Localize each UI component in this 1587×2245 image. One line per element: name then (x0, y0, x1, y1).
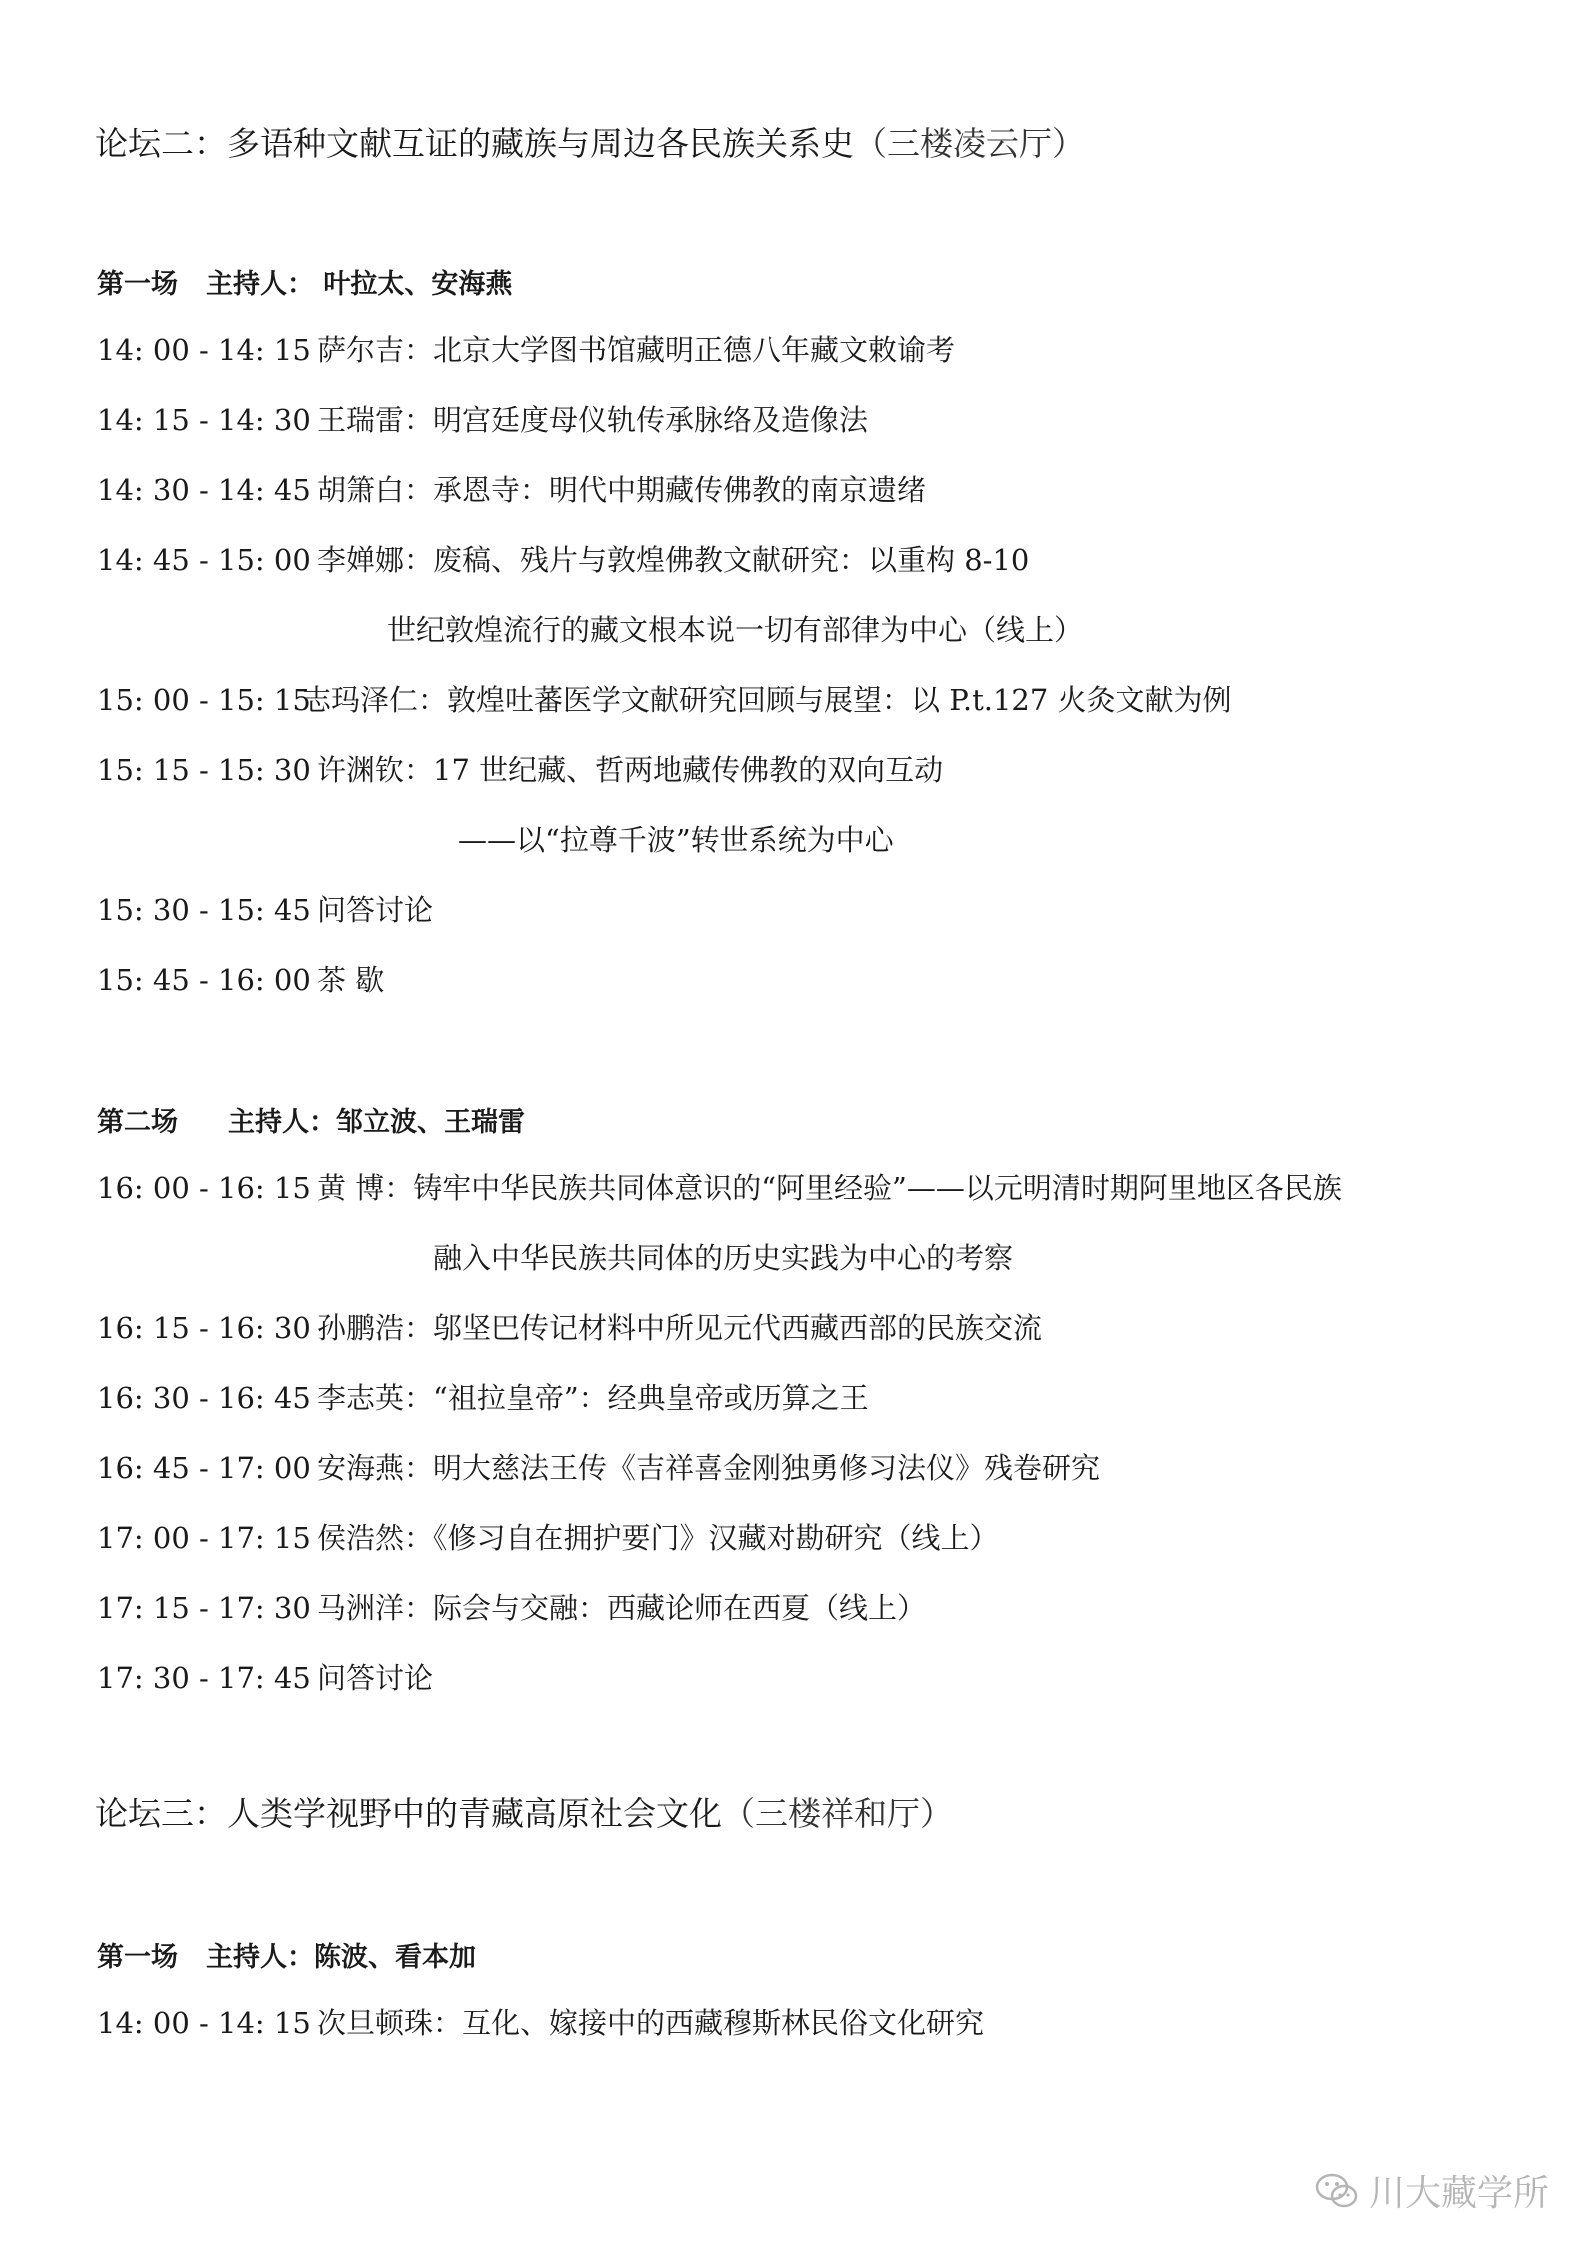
talk-text: 马洲洋：际会与交融：西藏论师在西夏（线上） (317, 1591, 927, 1625)
schedule-row (97, 400, 868, 440)
watermark-text: 川大藏学所 (1368, 2173, 1549, 2214)
session-label: 第一场 (97, 269, 178, 300)
schedule-row (97, 680, 1232, 720)
forum3-heading (95, 1788, 953, 1835)
forum2-title: 论坛二：多语种文献互证的藏族与周边各民族关系史 (95, 124, 854, 163)
time-slot: 15: 30 - 15: 45 (97, 893, 311, 927)
talk-text-continuation: 世纪敦煌流行的藏文根本说一切有部律为中心（线上） (387, 613, 1084, 647)
schedule-row (97, 1168, 1342, 1208)
time-slot: 17: 00 - 17: 15 (97, 1521, 311, 1555)
wechat-icon (1315, 2172, 1359, 2210)
time-slot: 14: 15 - 14: 30 (97, 403, 311, 437)
talk-text: 次旦顿珠：互化、嫁接中的西藏穆斯林民俗文化研究 (317, 2006, 985, 2040)
time-slot: 15: 45 - 16: 00 (97, 963, 311, 997)
forum2-session2-header (97, 1100, 525, 1139)
talk-text: 志玛泽仁：敦煌吐蕃医学文献研究回顾与展望：以 P.t.127 火灸文献为例 (302, 683, 1232, 717)
time-slot: 17: 15 - 17: 30 (97, 1591, 311, 1625)
talk-text: 李婵娜：废稿、残片与敦煌佛教文献研究：以重构 8-10 (317, 543, 1030, 577)
schedule-row (97, 750, 943, 790)
time-slot: 16: 15 - 16: 30 (97, 1311, 311, 1345)
time-slot: 16: 30 - 16: 45 (97, 1381, 311, 1415)
forum3-title: 论坛三：人类学视野中的青藏高原社会文化 (95, 1794, 722, 1833)
talk-text: 黄 博：铸牢中华民族共同体意识的“阿里经验”——以元明清时期阿里地区各民族 (317, 1171, 1342, 1205)
schedule-row (97, 960, 384, 1000)
talk-text: 李志英：“祖拉皇帝”：经典皇帝或历算之王 (317, 1381, 869, 1415)
time-slot: 14: 45 - 15: 00 (97, 543, 311, 577)
time-slot: 16: 00 - 16: 15 (97, 1171, 311, 1205)
time-slot: 14: 00 - 14: 15 (97, 2006, 311, 2040)
forum3-session1-header (97, 1935, 476, 1974)
watermark (1315, 2165, 1549, 2216)
talk-text: 胡箫白：承恩寺：明代中期藏传佛教的南京遗绪 (317, 473, 927, 507)
talk-text-continuation: ——以“拉尊千波”转世系统为中心 (458, 823, 894, 857)
session-label: 第二场 (97, 1107, 178, 1138)
schedule-row (97, 1378, 869, 1418)
schedule-row (97, 890, 433, 930)
talk-text: 问答讨论 (317, 1661, 434, 1695)
talk-text: 王瑞雷：明宫廷度母仪轨传承脉络及造像法 (317, 403, 869, 437)
forum3-venue: （三楼祥和厅） (722, 1794, 953, 1833)
time-slot: 15: 00 - 15: 15 (97, 683, 311, 717)
time-slot: 14: 30 - 14: 45 (97, 473, 311, 507)
schedule-row (97, 540, 1029, 580)
talk-text: 侯浩然：《修习自在拥护要门》汉藏对勘研究（线上） (317, 1521, 999, 1555)
time-slot: 15: 15 - 15: 30 (97, 753, 311, 787)
talk-text: 安海燕：明大慈法王传《吉祥喜金刚独勇修习法仪》残卷研究 (317, 1451, 1101, 1485)
schedule-row (97, 1518, 999, 1558)
schedule-row (97, 470, 926, 510)
schedule-row (97, 2003, 984, 2043)
forum2-heading (95, 118, 1085, 165)
forum2-venue: （三楼凌云厅） (854, 124, 1085, 163)
talk-text: 许渊钦：17 世纪藏、哲两地藏传佛教的双向互动 (317, 753, 944, 787)
talk-text: 萨尔吉：北京大学图书馆藏明正德八年藏文敕谕考 (317, 333, 956, 367)
schedule-row (97, 1448, 1100, 1488)
session-host: 主持人： 叶拉太、安海燕 (206, 269, 513, 300)
schedule-row (97, 330, 955, 370)
time-slot: 17: 30 - 17: 45 (97, 1661, 311, 1695)
schedule-row (97, 1588, 926, 1628)
time-slot: 14: 00 - 14: 15 (97, 333, 311, 367)
talk-text-continuation: 融入中华民族共同体的历史实践为中心的考察 (433, 1241, 1014, 1275)
talk-text: 孙鹏浩：邬坚巴传记材料中所见元代西藏西部的民族交流 (317, 1311, 1043, 1345)
session-host: 主持人：陈波、看本加 (206, 1942, 476, 1973)
session-host: 主持人：邹立波、王瑞雷 (228, 1107, 525, 1138)
schedule-row (97, 1308, 1042, 1348)
time-slot: 16: 45 - 17: 00 (97, 1451, 311, 1485)
schedule-row (97, 1658, 433, 1698)
forum2-session1-header (97, 262, 512, 301)
session-label: 第一场 (97, 1942, 178, 1973)
talk-text: 茶 歇 (317, 963, 385, 997)
talk-text: 问答讨论 (317, 893, 434, 927)
